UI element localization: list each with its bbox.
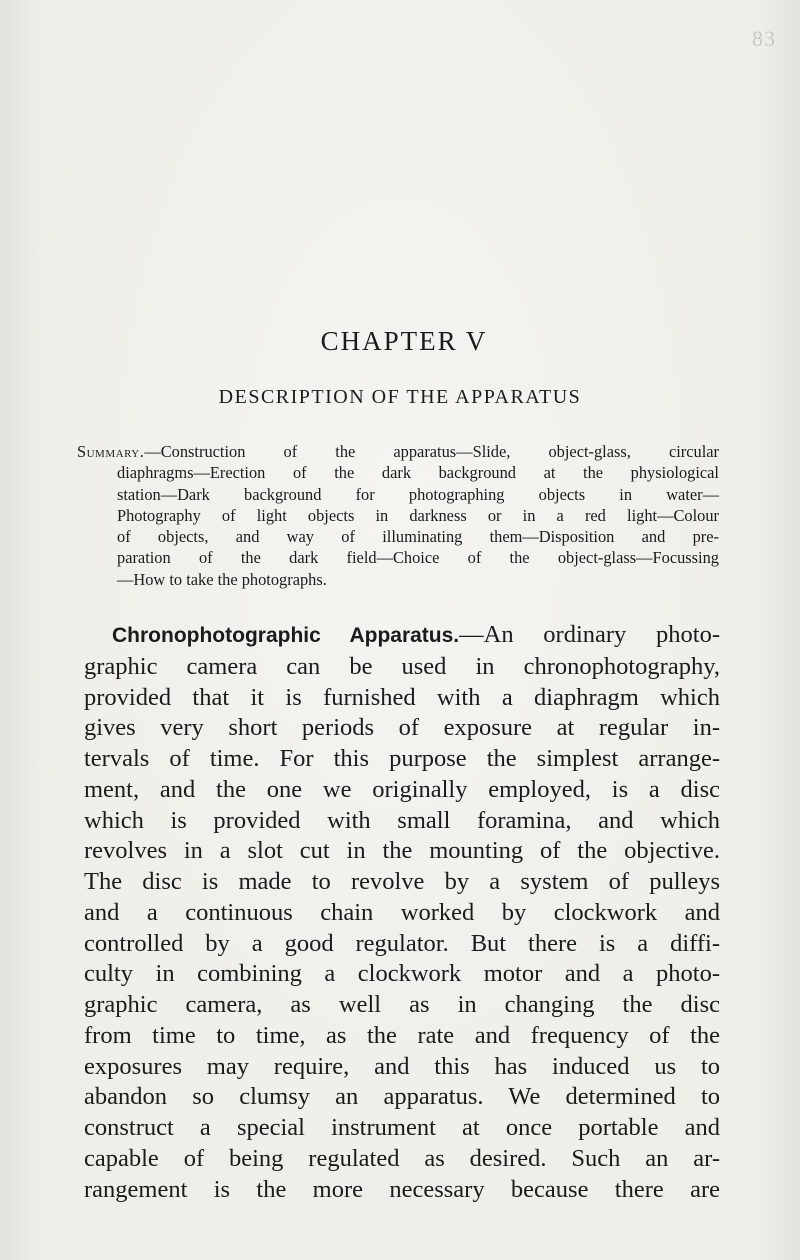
body-line: exposures may require, and this has induced us to (84, 1052, 720, 1080)
summary-line: paration of the dark field—Choice of the object-glass—Focussing (117, 548, 719, 568)
body-line: provided that it is furnished with a diaphragm which (84, 683, 720, 711)
body-line: rangement is the more necessary because there are (84, 1175, 720, 1203)
summary-line: station—Dark background for photographing objects in water— (117, 484, 719, 504)
summary-line: diaphragms—Erection of the dark background at the physiological (117, 463, 719, 483)
body-line: ment, and the one we originally employed, is a disc (84, 775, 720, 803)
body-line: gives very short periods of exposure at regular in- (84, 714, 720, 742)
summary-line: —How to take the photographs. (117, 569, 327, 589)
body-line: and a continuous chain worked by clockwork and (84, 898, 720, 926)
body-line: capable of being regulated as desired. Such an ar- (84, 1144, 720, 1172)
section-heading: Chronophotographic Apparatus. (112, 624, 460, 647)
chapter-summary (77, 441, 719, 590)
chapter-subtitle: DESCRIPTION OF THE APPARATUS (218, 386, 582, 408)
body-line: graphic camera can be used in chronophotography, (84, 652, 720, 680)
body-line-text: —An ordinary photo- (459, 621, 720, 648)
body-line: tervals of time. For this purpose the simplest arrange- (84, 745, 720, 772)
body-line: controlled by a good regulator. But there is a diffi- (84, 929, 720, 957)
summary-line (77, 441, 719, 462)
body-line: abandon so clumsy an apparatus. We determined to (84, 1083, 720, 1111)
body-line: from time to time, as the rate and frequency of the (84, 1021, 720, 1049)
body-line: graphic camera, as well as in changing the disc (84, 991, 720, 1018)
body-line: culty in combining a clockwork motor and a photo- (84, 960, 720, 988)
body-paragraph (84, 620, 720, 1205)
summary-label: Summary. (77, 442, 145, 461)
summary-line-text: —Construction of the apparatus—Slide, object-glass, circular (144, 442, 719, 461)
body-line: construct a special instrument at once portable and (84, 1114, 720, 1141)
running-head-page-number: 83 (752, 26, 776, 51)
chapter-title: CHAPTER V (320, 326, 488, 356)
body-line (84, 620, 720, 652)
summary-line: of objects, and way of illuminating them—Disposition and pre- (117, 527, 719, 547)
body-line: which is provided with small foramina, and which (84, 806, 720, 834)
summary-line: Photography of light objects in darkness or in a red light—Colour (117, 505, 719, 525)
body-line: The disc is made to revolve by a system of pulleys (84, 868, 720, 895)
body-line: revolves in a slot cut in the mounting of the objective. (84, 837, 720, 865)
